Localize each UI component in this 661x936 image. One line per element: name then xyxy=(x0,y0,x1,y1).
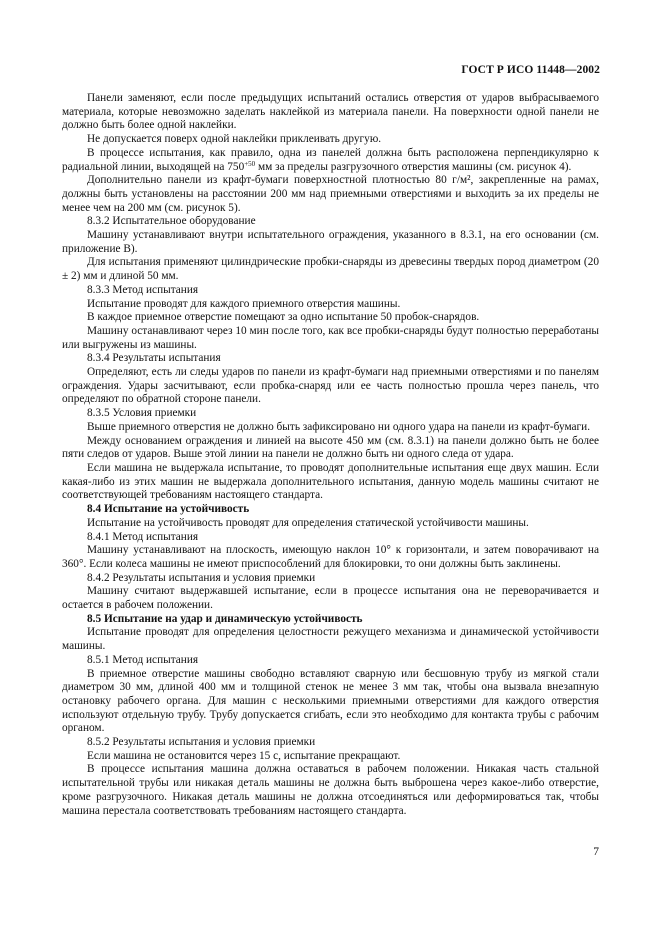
paragraph: Машину устанавливают на плоскость, имеющую наклон 10° к горизонтали, и затем поворачивают на 360°. Если колеса машины не имеют приспособлений для блокировки, то они должны быть заклинены. xyxy=(62,544,599,570)
subsection-heading: 8.5.2 Результаты испытания и условия приемки xyxy=(87,736,316,749)
paragraph: Для испытания применяют цилиндрические пробки-снаряды из древесины твердых пород диаметром (20 ± 2) мм и длиной 50 мм. xyxy=(62,256,599,283)
subsection-heading: 8.4.1 Метод испытания xyxy=(87,530,199,543)
paragraph: Машину останавливают через 10 мин после того, как все пробки-снаряды будут полностью переработаны или выгружены из машины. xyxy=(62,324,599,351)
paragraph: В процессе испытания, как правило, одна из панелей должна быть расположена перпендикулярно к радиальной линии, выходящей на $750^{+50}$ мм за пределы разгрузочного отверстия машины (см. рисунок 4). xyxy=(62,146,599,173)
paragraph: Панели заменяют, если после предыдущих испытаний остались отверстия от ударов выбрасываемого материала, которые невозможно заделать наклейкой из материала панели. На поверхности одной панели не должно быть более одной наклейки. xyxy=(62,92,599,132)
paragraph: Дополнительно панели из крафт-бумаги поверхностной плотностью 80 г/м², закрепленные на рамах, должны быть установлены на расстоянии 200 мм над приемными отверстиями и выходить за их пределы не менее чем на 200 мм (см. рисунок 5). xyxy=(62,174,599,214)
page-number: 7 xyxy=(593,846,599,858)
paragraph: В приемное отверстие машины свободно вставляют сварную или бесшовную трубу из мягкой стали диаметром 30 мм, длиной 400 мм и толщиной стенок не менее 3 мм так, чтобы она вызвала внезапную остановку рабочего органа. Для машин с несколькими приемными отверстиями для каждого отверстия используют отдельную трубу. Трубу допускается сгибать, если это необходимо для контакта трубы с рабочим органом. xyxy=(62,667,599,735)
section-heading: 8.4 Испытание на устойчивость xyxy=(87,503,250,516)
subsection-heading: 8.3.4 Результаты испытания xyxy=(87,352,221,365)
subsection-heading: 8.3.5 Условия приемки xyxy=(87,407,197,420)
paragraph: В каждое приемное отверстие помещают за одно испытание 50 пробок-снарядов. xyxy=(87,311,480,324)
paragraph: Выше приемного отверстия не должно быть зафиксировано ни одного удара на панели из крафт-бумаги. xyxy=(87,420,591,433)
document-body xyxy=(62,92,599,818)
tolerance-superscript: +50 xyxy=(244,159,256,168)
paragraph: Если машина не остановится через 15 с, испытание прекращают. xyxy=(87,749,401,762)
paragraph: В процессе испытания машина должна оставаться в рабочем положении. Никакая часть стальной испытательной трубы или никакая деталь машины не должна быть выброшена через какое-либо отверстие, кроме разгрузочного. Никакая деталь машины не должна отсоединяться или деформироваться так, чтобы машина перестала соответствовать требованиям настоящего стандарта. xyxy=(62,763,599,817)
paragraph: Не допускается поверх одной наклейки приклеивать другую. xyxy=(87,133,382,146)
paragraph: Машину устанавливают внутри испытательного ограждения, указанного в 8.3.1, на его основании (см. приложение В). xyxy=(62,229,599,255)
paragraph: Испытание на устойчивость проводят для определения статической устойчивости машины. xyxy=(87,516,529,529)
subsection-heading: 8.3.2 Испытательное оборудование xyxy=(87,215,256,228)
paragraph: Между основанием ограждения и линией на высоте 450 мм (см. 8.3.1) на панели должно быть не более пяти следов от ударов. Выше этой линии на панели не должно быть ни одного следа от удара. xyxy=(62,434,599,461)
section-heading: 8.5 Испытание на удар и динамическую устойчивость xyxy=(87,612,363,625)
paragraph: Испытание проводят для каждого приемного отверстия машины. xyxy=(87,297,401,310)
subsection-heading: 8.3.3 Метод испытания xyxy=(87,283,199,296)
paragraph: Испытание проводят для определения целостности режущего механизма и динамической устойчивости машины. xyxy=(62,626,599,653)
paragraph: Определяют, есть ли следы ударов по панели из крафт-бумаги над приемными отверстиями и по панелям ограждения. Удары засчитывают, если пробка-снаряд или ее часть полностью прошла через панель, что определяют по обратной стороне панели. xyxy=(62,366,599,406)
paragraph: Машину считают выдержавшей испытание, если в процессе испытания она не переворачивается и остается в рабочем положении. xyxy=(62,585,599,612)
subsection-heading: 8.5.1 Метод испытания xyxy=(87,653,199,666)
paragraph: Если машина не выдержала испытание, то проводят дополнительные испытания еще двух машин. Если какая-либо из этих машин не выдержала дополнительного испытания, данную модель машины считают не соответствующей требованиям настоящего стандарта. xyxy=(62,461,599,502)
standard-header: ГОСТ Р ИСО 11448—2002 xyxy=(461,64,600,76)
subsection-heading: 8.4.2 Результаты испытания и условия приемки xyxy=(87,571,316,584)
